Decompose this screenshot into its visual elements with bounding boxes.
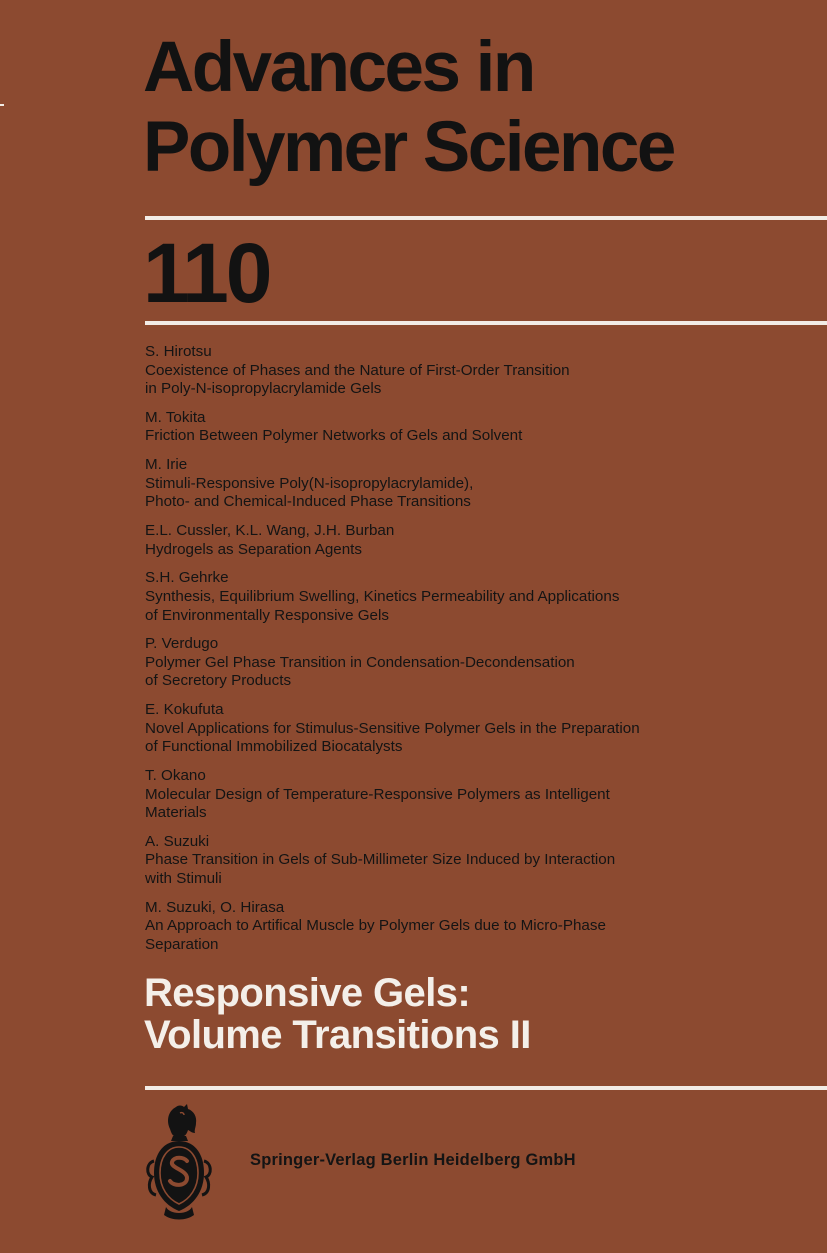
volume-number: 110 <box>143 226 270 320</box>
series-title <box>143 28 674 188</box>
entry-title-line: Molecular Design of Temperature-Responsive Polymers as Intelligent <box>145 785 610 803</box>
entry-title-line: with Stimuli <box>145 870 222 887</box>
book-title-line-2: Volume Transitions II <box>144 1013 531 1057</box>
entry-title-line: Photo- and Chemical-Induced Phase Transitions <box>145 493 471 511</box>
entry-author: M. Suzuki, O. Hirasa <box>145 898 285 916</box>
springer-knight-logo-icon <box>140 1103 218 1221</box>
contents-entry <box>145 522 785 559</box>
entry-title-line: Stimuli-Responsive Poly(N-isopropylacrylamide), <box>145 474 474 492</box>
contents-entry <box>145 456 785 512</box>
bottom-divider <box>145 1086 827 1090</box>
entry-title-line: Synthesis, Equilibrium Swelling, Kinetics Permeability and Applications <box>145 587 620 605</box>
entry-title-line: of Functional Immobilized Biocatalysts <box>145 738 403 756</box>
publisher-name: Springer-Verlag Berlin Heidelberg GmbH <box>250 1151 576 1169</box>
contents-list <box>145 343 785 965</box>
entry-author: M. Tokita <box>145 408 206 426</box>
entry-title-line: Materials <box>145 804 207 822</box>
contents-entry <box>145 569 785 625</box>
series-title-line-1: Advances in <box>143 28 534 107</box>
edge-mark <box>0 104 4 106</box>
entry-title-line: of Environmentally Responsive Gels <box>145 606 389 624</box>
contents-entry <box>145 899 785 955</box>
entry-author: M. Irie <box>145 456 188 474</box>
entry-author: E. Kokufuta <box>145 701 224 719</box>
entry-author: T. Okano <box>145 766 206 784</box>
contents-entry <box>145 343 785 399</box>
entry-title-line: Hydrogels as Separation Agents <box>145 540 362 558</box>
entry-author: S. Hirotsu <box>145 343 212 360</box>
entry-title-line: in Poly-N-isopropylacrylamide Gels <box>145 380 382 398</box>
entry-title-line: Novel Applications for Stimulus-Sensitive Polymer Gels in the Preparation <box>145 719 640 737</box>
series-title-line-2: Polymer Science <box>143 108 674 187</box>
entry-title-line: Friction Between Polymer Networks of Gels and Solvent <box>145 427 523 445</box>
top-divider <box>145 216 827 220</box>
entry-title-line: Phase Transition in Gels of Sub-Millimeter Size Induced by Interaction <box>145 851 616 869</box>
entry-author: E.L. Cussler, K.L. Wang, J.H. Burban <box>145 522 395 540</box>
contents-entry <box>145 635 785 691</box>
contents-entry <box>145 767 785 823</box>
entry-author: P. Verdugo <box>145 635 219 653</box>
contents-entry <box>145 409 785 446</box>
contents-divider <box>145 321 827 325</box>
contents-entry <box>145 701 785 757</box>
entry-title-line: of Secretory Products <box>145 672 292 690</box>
entry-title-line: Coexistence of Phases and the Nature of First-Order Transition <box>145 361 570 379</box>
entry-author: A. Suzuki <box>145 832 210 850</box>
book-title-line-1: Responsive Gels: <box>144 971 471 1015</box>
entry-title-line: Separation <box>145 935 219 953</box>
entry-title-line: An Approach to Artifical Muscle by Polymer Gels due to Micro-Phase <box>145 917 606 935</box>
entry-title-line: Polymer Gel Phase Transition in Condensation-Decondensation <box>145 653 575 671</box>
entry-author: S.H. Gehrke <box>145 569 229 587</box>
contents-entry <box>145 833 785 889</box>
book-title <box>144 972 531 1056</box>
